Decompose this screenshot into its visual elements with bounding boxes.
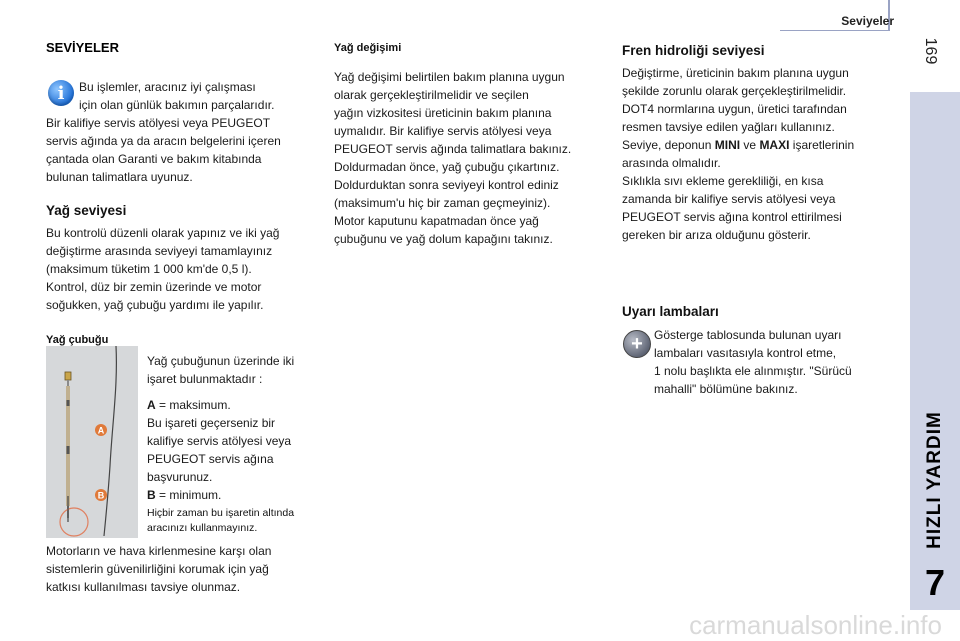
- mark-b-letter: B: [147, 488, 156, 502]
- additive-line: Motorların ve hava kirlenmesine karşı olan: [46, 544, 272, 558]
- oil-level-heading: Yağ seviyesi: [46, 203, 127, 218]
- dipstick-image: [46, 346, 138, 538]
- mark-a-letter: A: [147, 398, 156, 412]
- oil-change-line: (maksimum'u hiç bir zaman geçmeyiniz).: [334, 196, 551, 210]
- oil-level-paragraph: [46, 224, 279, 314]
- oil-change-line: Motor kaputunu kapatmadan önce yağ: [334, 214, 539, 228]
- oil-level-line: Kontrol, düz bir zemin üzerinde ve motor: [46, 280, 262, 294]
- watermark: carmanualsonline.info: [689, 610, 942, 640]
- intro-paragraph: [46, 114, 281, 186]
- brake-level-line: [622, 136, 854, 154]
- brake-fluid-paragraph: [622, 64, 854, 244]
- brake-fluid-heading: Fren hidroliği seviyesi: [622, 43, 765, 58]
- mark-b-line: Hiçbir zaman bu işaretin altında: [147, 507, 295, 519]
- info-note: [79, 78, 274, 114]
- brake-line: şekilde zorunlu olarak gerçekleştirilmelidir.: [622, 84, 847, 98]
- mark-b-first: = minimum.: [155, 488, 222, 502]
- brake-line: Sıklıkla sıvı ekleme gerekliliği, en kısa: [622, 174, 824, 188]
- page-heading: SEVİYELER: [46, 40, 119, 55]
- mark-a-line: Bu işareti geçerseniz bir: [147, 416, 276, 430]
- oil-change-line: çubuğunu ve yağ dolum kapağını takınız.: [334, 232, 553, 246]
- marker-b-label: B: [97, 490, 105, 501]
- chapter-tab-label: [910, 400, 960, 560]
- mark-a-line: başvurunuz.: [147, 470, 213, 484]
- brake-line: Değiştirme, üreticinin bakım planına uygun: [622, 66, 849, 80]
- info-icon: i: [48, 80, 74, 106]
- chapter-tab-text: HIZLI YARDIM: [924, 411, 945, 549]
- additive-note: [46, 542, 271, 596]
- dipstick-intro-line: Yağ çubuğunun üzerinde iki: [147, 354, 295, 368]
- oil-change-line: Doldurduktan sonra seviyeyi kontrol ediniz: [334, 178, 559, 192]
- plus-icon: +: [623, 330, 651, 358]
- dipstick-heading: Yağ çubuğu: [46, 334, 109, 346]
- brake-level-prefix: Seviye, deponun: [622, 138, 715, 152]
- chapter-number: 7: [924, 562, 946, 603]
- brake-level-and: ve: [740, 138, 760, 152]
- oil-change-paragraph: [334, 68, 571, 248]
- mark-b-title: [147, 486, 327, 504]
- info-line: Bu işlemler, aracınız iyi çalışması: [79, 80, 256, 94]
- additive-line: katkısı kullanılması tavsiye olunmaz.: [46, 580, 241, 594]
- mark-a-line: kalifiye servis atölyesi veya: [147, 434, 292, 448]
- oil-change-line: Yağ değişimi belirtilen bakım planına uygun: [334, 70, 565, 84]
- warning-lights-paragraph: [654, 326, 852, 398]
- warning-line: 1 nolu başlıkta ele alınmıştır. "Sürücü: [654, 364, 852, 378]
- mark-a-title: [147, 396, 327, 414]
- section-title: Seviyeler: [841, 14, 894, 28]
- brake-level-suffix: işaretlerinin: [789, 138, 855, 152]
- warning-line: Gösterge tablosunda bulunan uyarı: [654, 328, 842, 342]
- intro-line: çantada olan Garanti ve bakım kitabında: [46, 152, 262, 166]
- oil-level-line: değiştirme arasında seviyeyi tamamlayınız: [46, 244, 273, 258]
- intro-line: servis ağında ya da aracın belgelerini içeren: [46, 134, 281, 148]
- oil-change-line: olarak gerçekleştirilmelidir ve seçilen: [334, 88, 529, 102]
- info-line: için olan günlük bakımın parçalarıdır.: [79, 98, 275, 112]
- mini-mark: MINI: [714, 138, 741, 152]
- brake-line: arasında olmalıdır.: [622, 156, 721, 170]
- mark-b-line: aracınızı kullanmayınız.: [147, 522, 258, 534]
- page-number: 169: [922, 37, 939, 65]
- dipstick-illustration: [46, 346, 138, 538]
- additive-line: sistemlerin güvenilirliğini korumak için yağ: [46, 562, 269, 576]
- oil-level-line: Bu kontrolü düzenli olarak yapınız ve iki yağ: [46, 226, 280, 240]
- warning-line: lambaları vasıtasıyla kontrol etme,: [654, 346, 837, 360]
- brake-line: zamanda bir kalifiye servis atölyesi veya: [622, 192, 836, 206]
- oil-change-line: uymalıdır. Bir kalifiye servis atölyesi veya: [334, 124, 552, 138]
- brake-line: PEUGEOT servis ağına kontrol ettirilmesi: [622, 210, 842, 224]
- header-divider: [780, 30, 890, 31]
- dipstick-intro: [147, 352, 327, 388]
- brake-line: gereken bir arıza olduğunu gösterir.: [622, 228, 811, 242]
- mark-a-line: PEUGEOT servis ağına: [147, 452, 274, 466]
- mark-a-description: [147, 396, 327, 486]
- oil-level-line: soğukken, yağ çubuğu yardımı ile yapılır.: [46, 298, 264, 312]
- brake-line: resmen tavsiye edilen yağları kullanınız.: [622, 120, 835, 134]
- oil-change-line: yağın vizkositesi üreticinin bakım planına: [334, 106, 552, 120]
- oil-change-line: Doldurmadan önce, yağ çubuğu çıkartınız.: [334, 160, 560, 174]
- warning-line: mahalli" bölümüne bakınız.: [654, 382, 798, 396]
- warning-lights-heading: Uyarı lambaları: [622, 304, 719, 319]
- marker-a-label: A: [97, 425, 105, 436]
- oil-level-line: (maksimum tüketim 1 000 km'de 0,5 l).: [46, 262, 252, 276]
- brake-line: DOT4 normlarına uygun, üretici tarafından: [622, 102, 847, 116]
- intro-line: Bir kalifiye servis atölyesi veya PEUGEOT: [46, 116, 271, 130]
- mark-a-first: = maksimum.: [155, 398, 231, 412]
- intro-line: bulunan talimatlara uyunuz.: [46, 170, 193, 184]
- maxi-mark: MAXI: [759, 138, 790, 152]
- oil-change-heading: Yağ değişimi: [334, 42, 402, 54]
- mark-b-description: [147, 486, 327, 536]
- oil-change-line: PEUGEOT servis ağında talimatlara bakınız.: [334, 142, 572, 156]
- dipstick-intro-line: işaret bulunmaktadır :: [147, 372, 263, 386]
